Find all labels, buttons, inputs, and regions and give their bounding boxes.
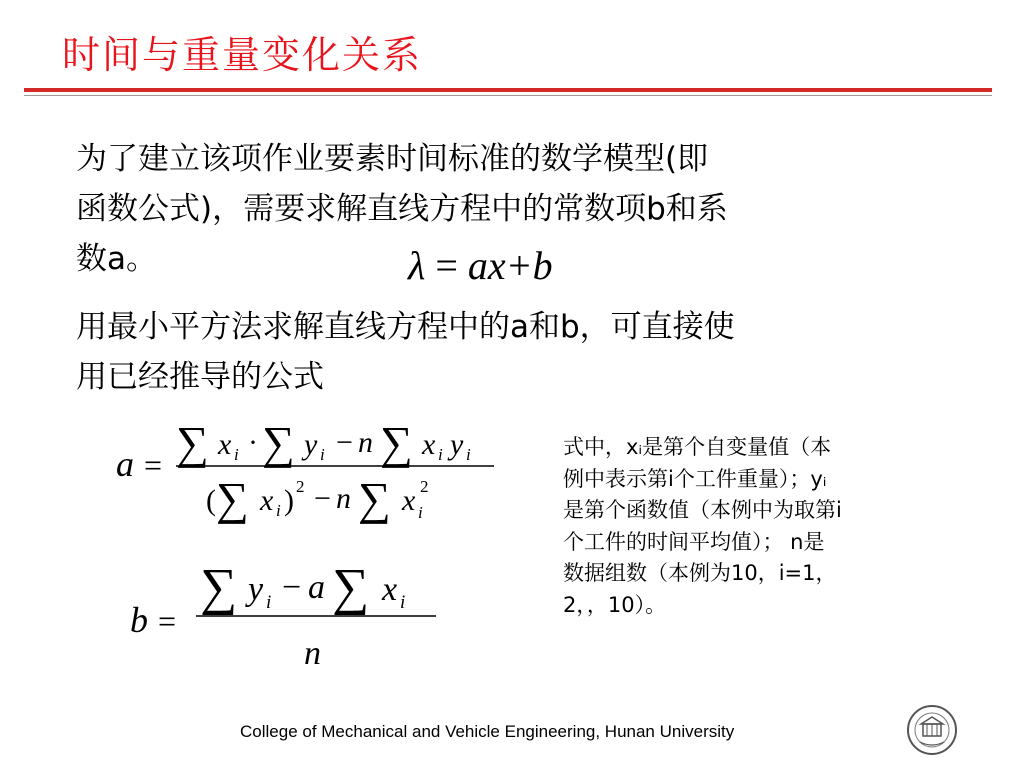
b-lhs: b xyxy=(130,600,148,640)
n-var: n xyxy=(336,482,351,515)
x-var: x xyxy=(260,484,274,517)
slide-title: 时间与重量变化关系 xyxy=(62,33,423,77)
sum-symbol: ∑ xyxy=(358,473,391,524)
b-equals: = xyxy=(158,603,177,639)
y-var: y xyxy=(248,571,264,608)
sum-symbol: ∑ xyxy=(200,559,238,616)
method-line: 用已经推导的公式 xyxy=(76,359,324,395)
title-rule-gray xyxy=(24,95,992,96)
sub-i: i xyxy=(418,503,423,522)
intro-paragraph xyxy=(76,134,728,284)
sum-symbol: ∑ xyxy=(216,473,249,524)
note-line: 式中，xᵢ是第个自变量值（本 xyxy=(563,435,832,459)
equation-rhs: ax+b xyxy=(467,243,553,288)
note-line: 例中表示第i个工件重量）；yᵢ xyxy=(563,466,827,491)
footer-institution: College of Mechanical and Vehicle Engineering, Hunan University xyxy=(240,722,735,741)
sum-symbol: ∑ xyxy=(176,417,209,468)
y-var: y xyxy=(450,428,464,461)
a-equals: = xyxy=(144,447,163,483)
note-line: 2，，10）。 xyxy=(563,592,667,617)
sum-symbol: ∑ xyxy=(262,417,295,468)
n-var: n xyxy=(358,426,373,459)
dot-op: · xyxy=(248,426,258,459)
intro-line: 函数公式)，需要求解直线方程中的常数项b和系 xyxy=(76,191,728,227)
lambda-symbol: λ xyxy=(408,243,426,288)
sub-i: i xyxy=(266,592,272,613)
sum-symbol: ∑ xyxy=(332,559,370,616)
sub-i: i xyxy=(438,445,443,464)
note-line: 数据组数（本例为10，i=1， xyxy=(563,561,837,585)
sub-i: i xyxy=(276,501,281,520)
equals-sign: = xyxy=(435,243,458,288)
sub-i: i xyxy=(466,445,471,464)
intro-line: 数a。 xyxy=(76,241,157,277)
a-lhs: a xyxy=(116,444,134,484)
y-var: y xyxy=(304,428,318,461)
minus-op: − xyxy=(314,482,331,515)
left-paren: ( xyxy=(206,484,216,517)
n-denominator: n xyxy=(304,635,321,672)
intro-line: 为了建立该项作业要素时间标准的数学模型(即 xyxy=(76,141,709,177)
x-var: x xyxy=(218,428,232,461)
note-line: 个工件的时间平均值）； n是 xyxy=(563,529,825,554)
linear-equation xyxy=(408,242,553,289)
sub-i: i xyxy=(320,445,325,464)
note-line: 是第个函数值（本例中为取第i xyxy=(563,498,842,522)
square-exp: 2 xyxy=(296,477,305,496)
minus-op: − xyxy=(282,569,302,606)
right-paren: ) xyxy=(284,484,294,517)
formula-a xyxy=(110,400,510,530)
sub-i: i xyxy=(234,445,239,464)
minus-op: − xyxy=(336,426,353,459)
method-line: 用最小平方法求解直线方程中的a和b，可直接使 xyxy=(76,309,735,345)
title-rule-red xyxy=(24,88,992,92)
sum-symbol: ∑ xyxy=(380,417,413,468)
sub-i: i xyxy=(400,592,406,613)
formula-b xyxy=(118,552,448,682)
x-var: x xyxy=(382,571,398,608)
square-exp: 2 xyxy=(420,477,429,496)
variable-note xyxy=(563,432,963,621)
x-var: x xyxy=(422,428,436,461)
x-var: x xyxy=(402,484,416,517)
method-paragraph xyxy=(76,302,735,402)
a-var: a xyxy=(308,569,325,606)
university-seal-icon xyxy=(906,704,958,756)
